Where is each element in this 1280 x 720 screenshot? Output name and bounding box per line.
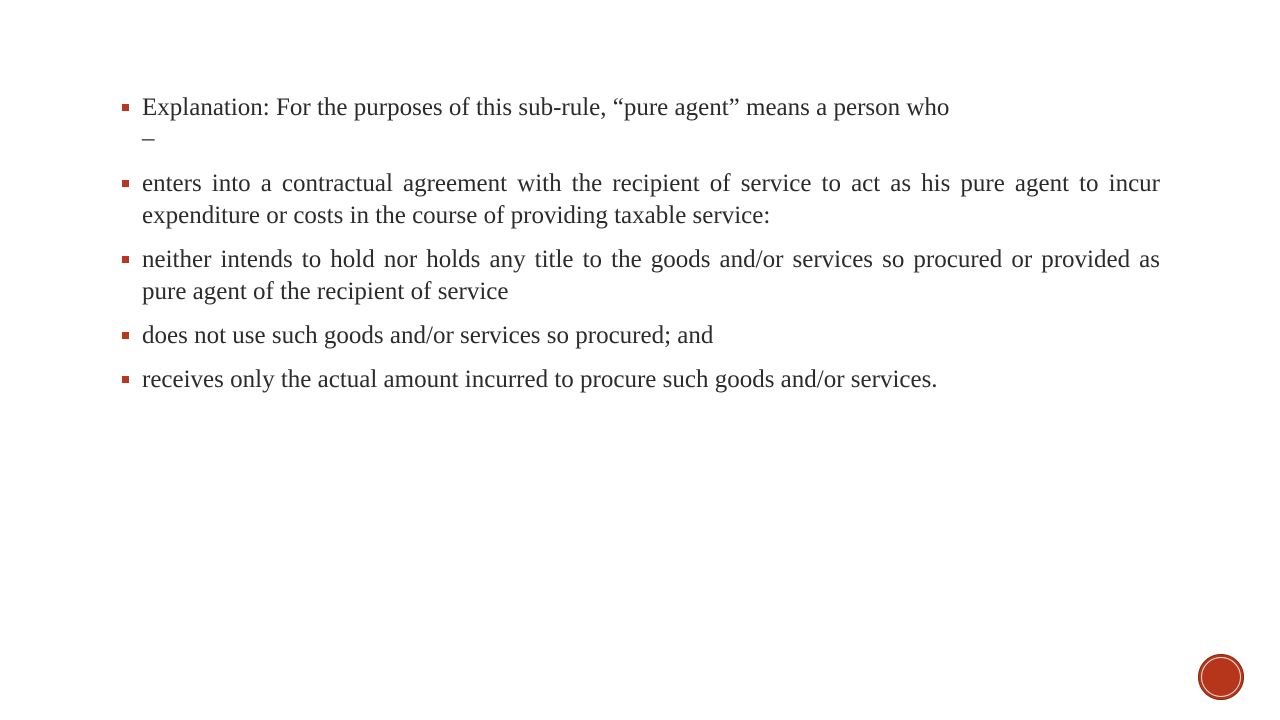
square-bullet-icon (122, 256, 129, 263)
bullet-item-no-title (122, 244, 1160, 308)
bullet-list (122, 92, 1160, 408)
square-bullet-icon (122, 180, 129, 187)
bullet-text: neither intends to hold nor holds any title to the goods and/or services so procured or provided as pure agent of the recipient of service (142, 246, 1160, 305)
bullet-item-contractual-agreement (122, 168, 1160, 232)
bullet-text: does not use such goods and/or services so procured; and (142, 322, 714, 349)
square-bullet-icon (122, 104, 129, 111)
bullet-item-actual-amount (122, 364, 1160, 396)
badge-ring-icon (1201, 657, 1241, 697)
bullet-text: receives only the actual amount incurred to procure such goods and/or services. (142, 366, 938, 393)
bullet-item-explanation (122, 92, 1160, 158)
bullet-continuation-dash: – (142, 125, 155, 152)
page-number-badge (1198, 654, 1244, 700)
square-bullet-icon (122, 332, 129, 339)
bullet-item-no-use (122, 320, 1160, 352)
square-bullet-icon (122, 376, 129, 383)
bullet-text: Explanation: For the purposes of this sub-rule, “pure agent” means a person who (142, 94, 950, 121)
bullet-text: enters into a contractual agreement with the recipient of service to act as his pure agent to incur expenditure or costs in the course of providing taxable service: (142, 170, 1160, 229)
